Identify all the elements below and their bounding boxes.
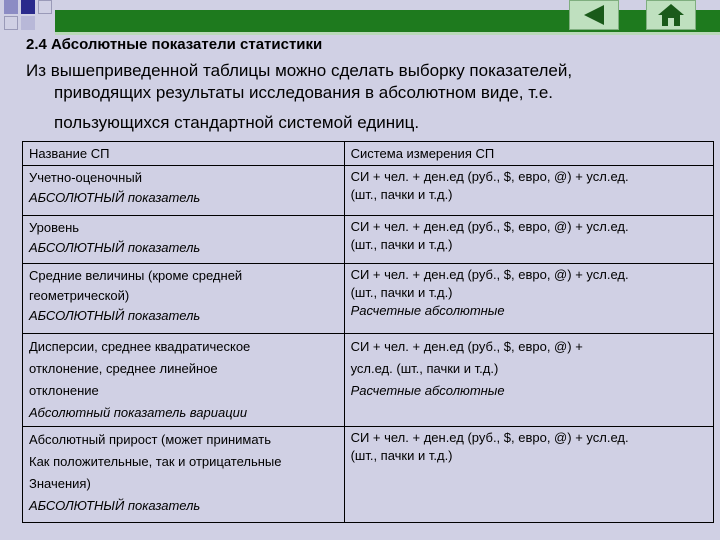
cell-text-line: Дисперсии, среднее квадратическое <box>29 339 251 354</box>
cell-italic-text: Расчетные абсолютные <box>350 303 505 318</box>
column-header: Название СП <box>23 142 345 166</box>
cell-text-line: (шт., пачки и т.д.) <box>350 285 453 300</box>
cell-italic-text: Абсолютный показатель вариации <box>29 405 248 420</box>
table-row <box>23 216 714 264</box>
indicator-name-cell <box>23 264 345 334</box>
cell-italic-text: АБСОЛЮТНЫЙ показатель <box>29 308 201 323</box>
measurement-system-cell <box>344 264 713 334</box>
cell-text-line: отклонение, среднее линейное <box>29 361 218 376</box>
cell-text-line: СИ + чел. + ден.ед (руб., $, евро, @) + <box>350 339 583 354</box>
indicators-table <box>22 141 714 523</box>
cell-italic-text: АБСОЛЮТНЫЙ показатель <box>29 240 201 255</box>
table-row <box>23 334 714 427</box>
cell-text-line: (шт., пачки и т.д.) <box>350 187 453 202</box>
back-arrow-icon <box>582 4 606 26</box>
deco-square <box>4 0 18 14</box>
cell-text-line: геометрической) <box>29 288 130 303</box>
deco-square <box>21 16 35 30</box>
measurement-system-cell <box>344 166 713 216</box>
deco-square <box>4 16 18 30</box>
table-row <box>23 427 714 523</box>
column-header: Система измерения СП <box>344 142 713 166</box>
intro-line: Из вышеприведенной таблицы можно сделать выборку показателей, <box>26 61 573 80</box>
cell-text-line: СИ + чел. + ден.ед (руб., $, евро, @) + усл.ед. <box>350 169 629 184</box>
cell-text-line: Учетно-оценочный <box>29 170 142 185</box>
cell-italic-text: АБСОЛЮТНЫЙ показатель <box>29 498 201 513</box>
cell-text-line: СИ + чел. + ден.ед (руб., $, евро, @) + усл.ед. <box>350 267 629 282</box>
home-button[interactable] <box>646 0 696 30</box>
cell-text-line: (шт., пачки и т.д.) <box>350 237 453 252</box>
cell-text-line: (шт., пачки и т.д.) <box>350 448 453 463</box>
cell-text-line: Средние величины (кроме средней <box>29 268 243 283</box>
intro-line: пользующихся стандартной системой единиц. <box>54 113 420 132</box>
cell-italic-text: Расчетные абсолютные <box>350 383 505 398</box>
measurement-system-cell <box>344 334 713 427</box>
cell-text-line: отклонение <box>29 383 99 398</box>
cell-text-line: Как положительные, так и отрицательные <box>29 454 282 469</box>
cell-text-line: СИ + чел. + ден.ед (руб., $, евро, @) + усл.ед. <box>350 430 629 445</box>
cell-text-line: Значения) <box>29 476 91 491</box>
deco-square <box>21 0 35 14</box>
header-bar-accent <box>55 32 720 35</box>
header-bar <box>55 10 720 32</box>
slide-title: 2.4 Абсолютные показатели статистики <box>26 36 323 53</box>
indicator-name-cell <box>23 427 345 523</box>
home-icon <box>657 3 685 27</box>
table-row <box>23 166 714 216</box>
table-header-row <box>23 142 714 166</box>
cell-italic-text: АБСОЛЮТНЫЙ показатель <box>29 190 201 205</box>
cell-text-line: СИ + чел. + ден.ед (руб., $, евро, @) + усл.ед. <box>350 219 629 234</box>
indicator-name-cell <box>23 166 345 216</box>
intro-line: приводящих результаты исследования в абсолютном виде, т.е. <box>54 83 554 102</box>
table-row <box>23 264 714 334</box>
measurement-system-cell <box>344 427 713 523</box>
cell-text-line: Абсолютный прирост (может принимать <box>29 432 272 447</box>
indicator-name-cell <box>23 216 345 264</box>
back-button[interactable] <box>569 0 619 30</box>
cell-text-line: усл.ед. (шт., пачки и т.д.) <box>350 361 499 376</box>
cell-text-line: Уровень <box>29 220 80 235</box>
measurement-system-cell <box>344 216 713 264</box>
deco-square <box>38 0 52 14</box>
intro-text <box>26 60 706 134</box>
indicator-name-cell <box>23 334 345 427</box>
